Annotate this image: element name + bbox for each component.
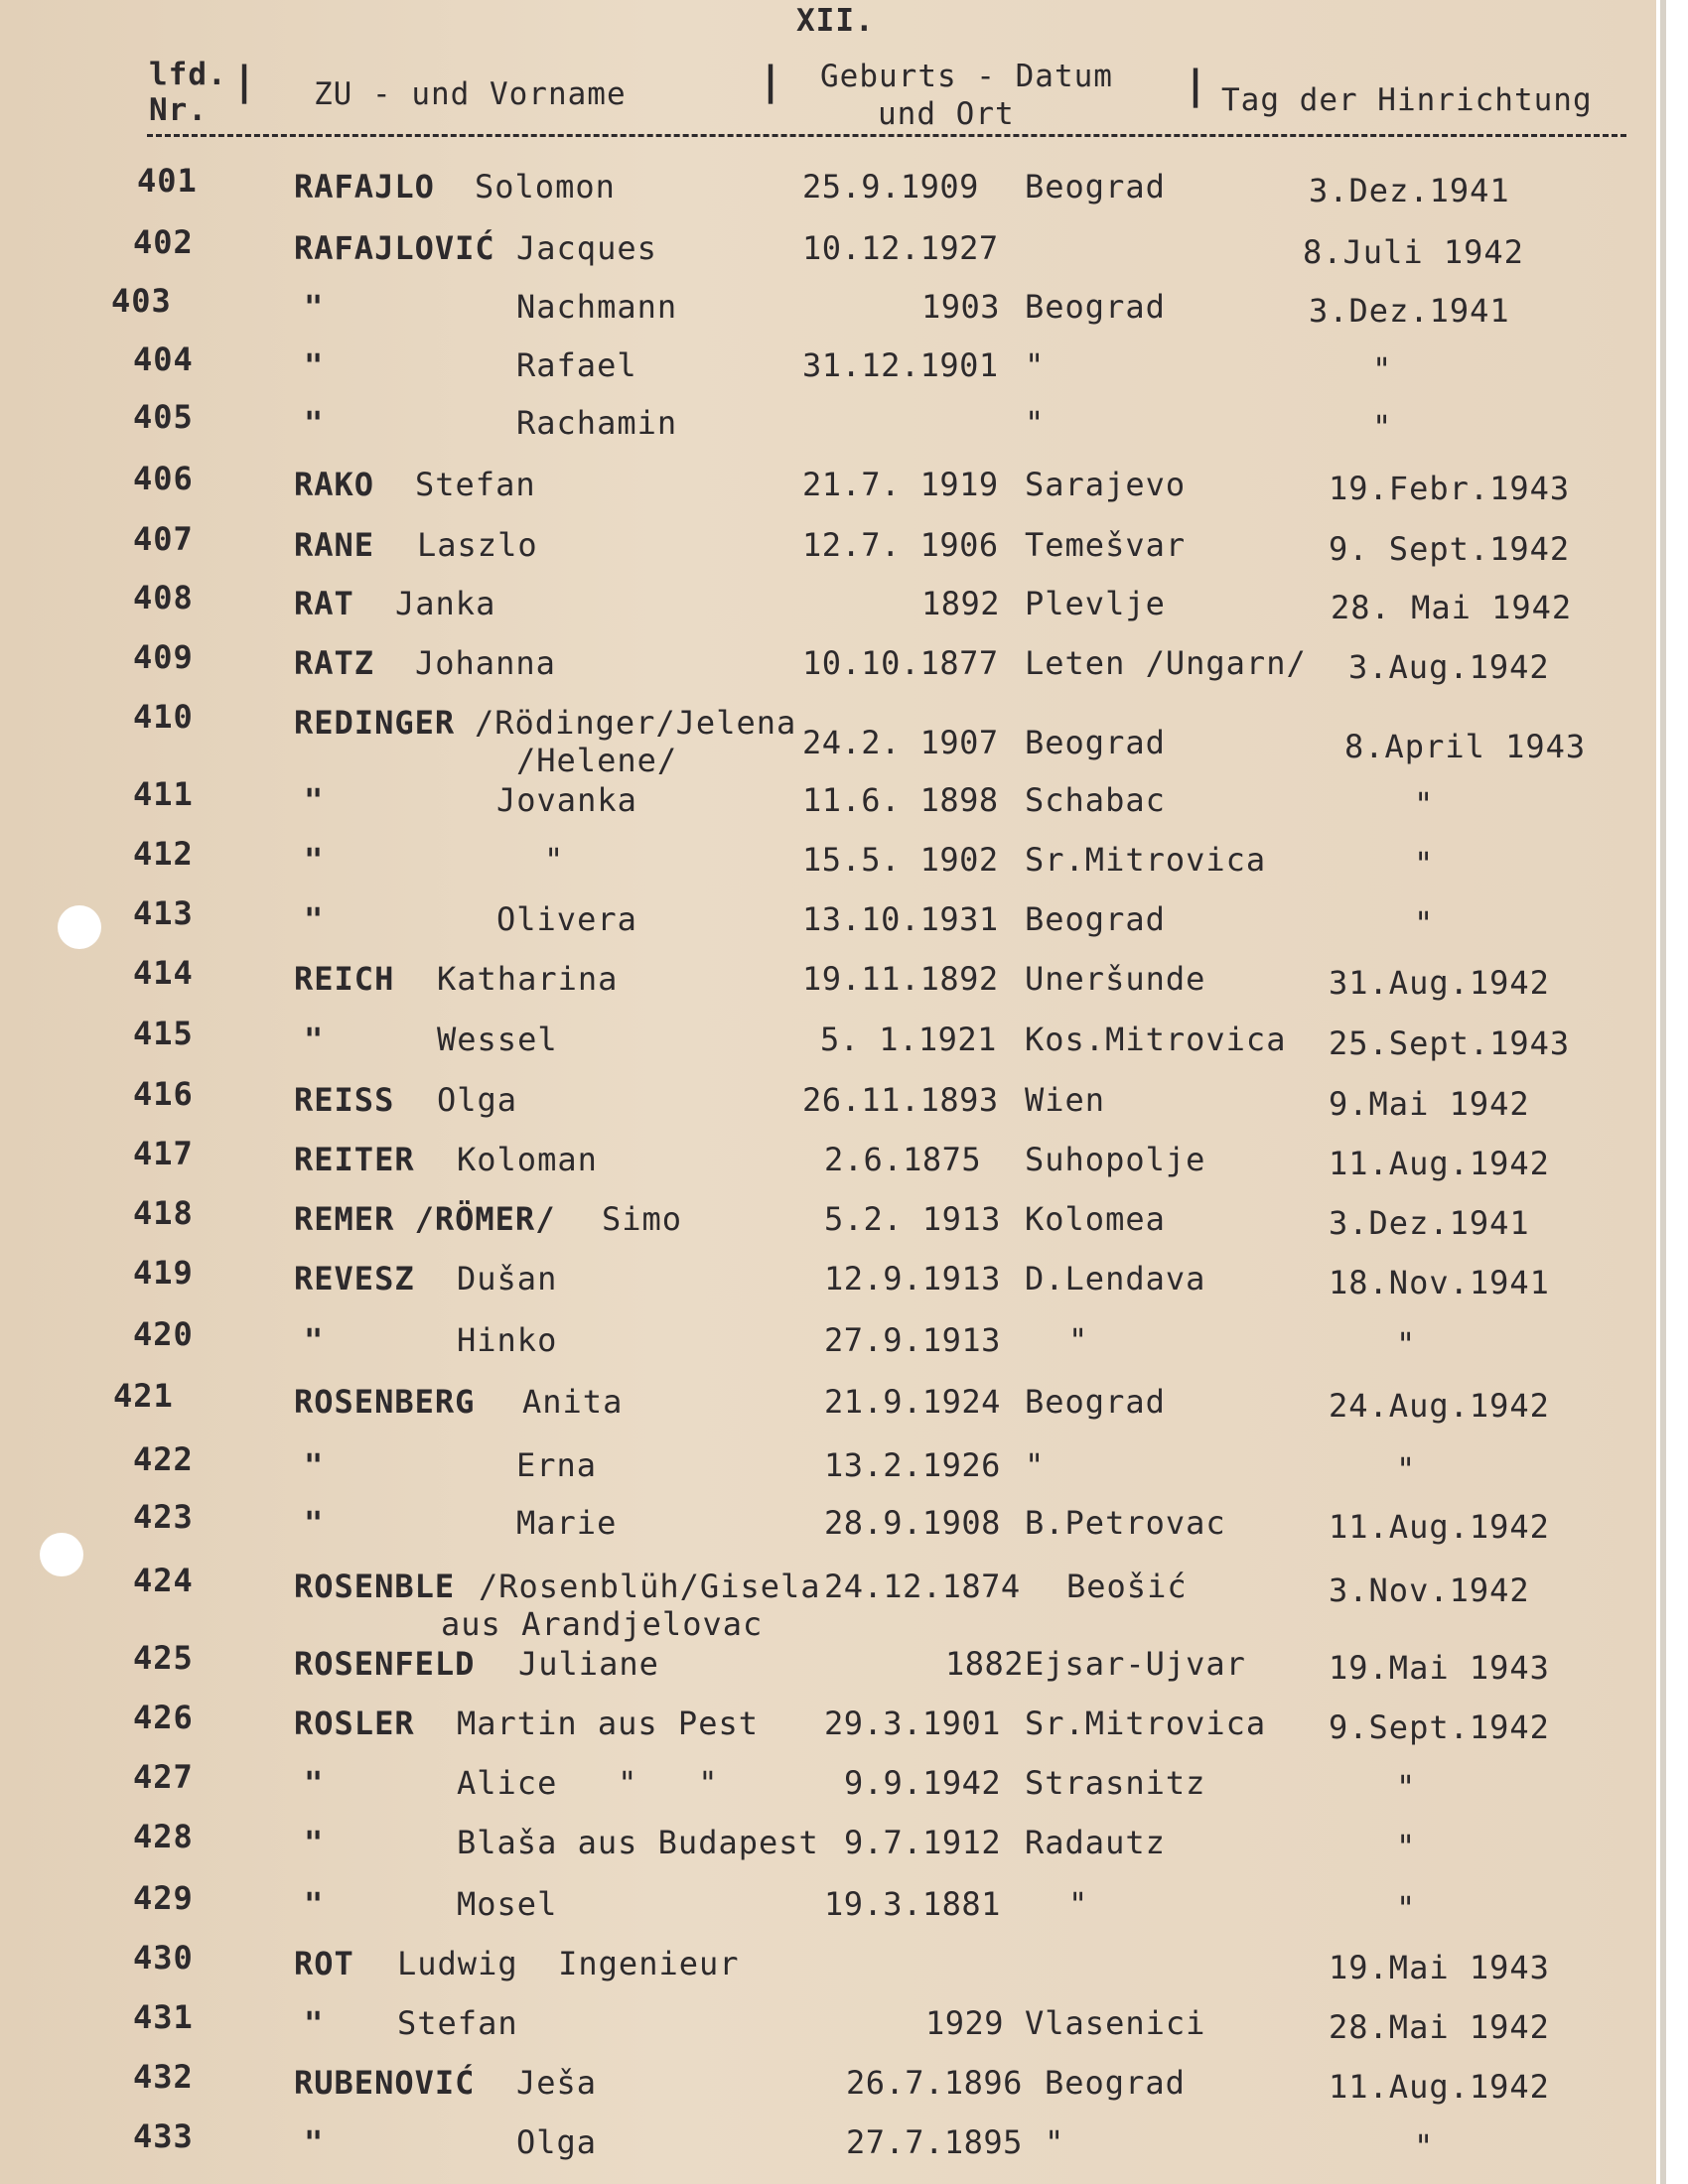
row-execution-date: 3.Dez.1941 <box>1309 292 1510 330</box>
row-birth-place: Kos.Mitrovica <box>1025 1021 1287 1058</box>
row-birth-place: Beograd <box>1045 2064 1186 2102</box>
row-birth-date: 10.10.1877 <box>802 644 999 682</box>
row-first-name: " <box>544 841 565 879</box>
row-first-name: Rachamin <box>516 404 678 442</box>
row-first-name: Alice " " <box>457 1764 719 1802</box>
row-birth-date: 31.12.1901 <box>802 346 999 384</box>
row-number: 424 <box>133 1562 194 1599</box>
row-number: 415 <box>133 1015 194 1052</box>
row-number: 405 <box>133 398 194 436</box>
row-execution-date: " <box>1396 1450 1417 1488</box>
row-number: 426 <box>133 1699 194 1736</box>
row-execution-date: 11.Aug.1942 <box>1329 1145 1550 1182</box>
row-surname: RATZ <box>294 644 375 682</box>
row-surname: RAKO <box>294 466 375 503</box>
row-birth-date: 21.9.1924 <box>824 1383 1001 1421</box>
row-first-name: Marie <box>516 1504 618 1542</box>
row-surname: RAFAJLO <box>294 168 435 205</box>
row-first-name: Juliane <box>518 1645 659 1683</box>
row-birth-place: Suhopolje <box>1025 1141 1206 1178</box>
row-birth-place: Temešvar <box>1025 526 1187 564</box>
row-number: 411 <box>133 775 194 813</box>
row-number: 412 <box>133 835 194 873</box>
row-execution-date: " <box>1372 350 1393 388</box>
row-number: 403 <box>111 282 172 320</box>
row-execution-date: 8.Juli 1942 <box>1303 233 1524 271</box>
row-number: 422 <box>133 1440 194 1478</box>
row-birth-date: 19.11.1892 <box>802 960 999 998</box>
row-execution-date: " <box>1396 1768 1417 1806</box>
header-rule <box>147 134 1626 137</box>
row-surname: RAT <box>294 585 354 622</box>
row-surname: " <box>304 841 325 879</box>
row-execution-date: " <box>1414 2127 1435 2165</box>
row-number: 404 <box>133 341 194 378</box>
row-execution-date: 9.Sept.1942 <box>1329 1708 1550 1746</box>
row-birth-date: 9.7.1912 <box>844 1824 1002 1861</box>
row-surname: REICH <box>294 960 395 998</box>
row-birth-date: 1903 <box>921 288 1001 326</box>
row-surname: " <box>304 781 325 819</box>
row-number: 420 <box>133 1315 194 1353</box>
row-birth-place: Plevlje <box>1025 585 1166 622</box>
row-birth-date: 27.9.1913 <box>824 1321 1001 1359</box>
row-surname: RAFAJLOVIĆ <box>294 229 495 267</box>
row-birth-date: 1892 <box>921 585 1001 622</box>
row-first-name: Olga <box>437 1081 518 1119</box>
row-execution-date: 25.Sept.1943 <box>1329 1024 1571 1062</box>
row-execution-date: 3.Nov.1942 <box>1329 1571 1530 1609</box>
row-birth-place: Radautz <box>1025 1824 1166 1861</box>
row-number: 430 <box>133 1939 194 1977</box>
row-birth-place: " <box>1045 2123 1065 2161</box>
row-surname: " <box>304 900 325 938</box>
row-birth-date: 13.10.1931 <box>802 900 999 938</box>
row-birth-place: Ejsar-Ujvar <box>1025 1645 1246 1683</box>
row-first-name: Janka <box>395 585 496 622</box>
row-birth-place: Beograd <box>1025 1383 1166 1421</box>
row-first-name: Stefan <box>415 466 536 503</box>
row-birth-date: 27.7.1895 <box>846 2123 1023 2161</box>
row-birth-date: 11.6. 1898 <box>802 781 999 819</box>
row-birth-date: 1929 <box>925 2004 1005 2042</box>
row-number: 407 <box>133 520 194 558</box>
row-first-name: Laszlo <box>417 526 538 564</box>
row-surname: REMER /RÖMER/ <box>294 1200 556 1238</box>
row-execution-date: " <box>1414 785 1435 823</box>
row-number: 418 <box>133 1194 194 1232</box>
row-birth-date: 19.3.1881 <box>824 1885 1001 1923</box>
row-execution-date: 19.Febr.1943 <box>1329 470 1571 507</box>
row-execution-date: 9.Mai 1942 <box>1329 1085 1530 1123</box>
row-birth-date: 2.6.1875 <box>824 1141 982 1178</box>
row-birth-date: 26.11.1893 <box>802 1081 999 1119</box>
row-first-name: /Rosenblüh/Gisela <box>479 1568 821 1605</box>
row-surname: " <box>304 1824 325 1861</box>
row-execution-date: " <box>1396 1325 1417 1363</box>
row-execution-date: 3.Aug.1942 <box>1348 648 1550 686</box>
row-first-name: Solomon <box>475 168 616 205</box>
row-number: 416 <box>133 1075 194 1113</box>
row-birth-date: 21.7. 1919 <box>802 466 999 503</box>
row-first-name: Anita <box>522 1383 624 1421</box>
row-execution-date: " <box>1372 408 1393 446</box>
row-birth-place: B.Petrovac <box>1025 1504 1226 1542</box>
row-number: 429 <box>133 1879 194 1917</box>
row-birth-date: 29.3.1901 <box>824 1705 1001 1742</box>
row-first-name: Koloman <box>457 1141 598 1178</box>
row-number: 419 <box>133 1254 194 1292</box>
punch-hole <box>40 1533 83 1576</box>
row-execution-date: 31.Aug.1942 <box>1329 964 1550 1002</box>
header-separator: | <box>232 59 257 104</box>
row-number: 402 <box>133 223 194 261</box>
header-birth-line1: Geburts - Datum <box>820 59 1113 94</box>
scan-edge <box>1656 0 1688 2184</box>
row-birth-date: 15.5. 1902 <box>802 841 999 879</box>
row-first-name: Hinko <box>457 1321 558 1359</box>
row-birth-date: 9.9.1942 <box>844 1764 1002 1802</box>
row-birth-place: " <box>1025 346 1046 384</box>
row-birth-place: Beošić <box>1066 1568 1188 1605</box>
row-surname: " <box>304 1885 325 1923</box>
page-number: XII. <box>796 3 875 39</box>
row-first-name: Ludwig Ingenieur <box>397 1945 740 1982</box>
row-first-name: Johanna <box>415 644 556 682</box>
row-execution-date: 28. Mai 1942 <box>1331 589 1573 626</box>
row-surname: " <box>304 1021 325 1058</box>
row-surname: " <box>304 1764 325 1802</box>
row-number: 408 <box>133 579 194 616</box>
row-number: 410 <box>133 698 194 736</box>
row-execution-date: 18.Nov.1941 <box>1329 1264 1550 1301</box>
row-birth-date: 10.12.1927 <box>802 229 999 267</box>
row-first-name: Jovanka <box>496 781 637 819</box>
header-separator: | <box>1184 63 1208 108</box>
row-execution-date: 19.Mai 1943 <box>1329 1649 1550 1687</box>
row-number: 425 <box>133 1639 194 1677</box>
row-birth-place: Vlasenici <box>1025 2004 1206 2042</box>
row-birth-date: 5.2. 1913 <box>824 1200 1001 1238</box>
row-birth-date: 12.7. 1906 <box>802 526 999 564</box>
row-execution-date: 3.Dez.1941 <box>1329 1204 1530 1242</box>
row-birth-place: Sr.Mitrovica <box>1025 841 1267 879</box>
row-first-name: Jacques <box>516 229 657 267</box>
row-first-name: Simo <box>602 1200 683 1238</box>
row-number: 427 <box>133 1758 194 1796</box>
row-execution-date: 19.Mai 1943 <box>1329 1949 1550 1986</box>
row-execution-date: " <box>1396 1889 1417 1927</box>
row-execution-date: 9. Sept.1942 <box>1329 530 1571 568</box>
row-birth-place: Wien <box>1025 1081 1106 1119</box>
row-execution-date: " <box>1396 1828 1417 1865</box>
row-first-name: Erna <box>516 1446 598 1484</box>
row-birth-place: Schabac <box>1025 781 1166 819</box>
header-nr-line1: lfd. <box>149 57 227 92</box>
row-first-name: Martin aus Pest <box>457 1705 759 1742</box>
row-surname: " <box>304 1321 325 1359</box>
row-surname: ROSLER <box>294 1705 415 1742</box>
row-surname: ROSENFELD <box>294 1645 476 1683</box>
row-surname: REDINGER <box>294 704 456 742</box>
row-execution-date: 8.April 1943 <box>1344 728 1587 765</box>
row-surname: ROT <box>294 1945 354 1982</box>
row-birth-date: 26.7.1896 <box>846 2064 1023 2102</box>
row-birth-place: " <box>1068 1321 1089 1359</box>
row-first-name: Nachmann <box>516 288 678 326</box>
row-execution-date: 11.Aug.1942 <box>1329 1508 1550 1546</box>
header-execution: Tag der Hinrichtung <box>1221 82 1593 118</box>
row-first-name: Wessel <box>437 1021 558 1058</box>
row-first-name: Olivera <box>496 900 637 938</box>
row-birth-place: Beograd <box>1025 724 1166 761</box>
row-first-name: Olga <box>516 2123 598 2161</box>
row-surname: RANE <box>294 526 375 564</box>
row-first-name: Mosel <box>457 1885 558 1923</box>
row-birth-place: D.Lendava <box>1025 1260 1206 1297</box>
row-birth-place: " <box>1025 1446 1046 1484</box>
punch-hole <box>58 905 101 949</box>
row-number: 421 <box>113 1377 174 1415</box>
row-number: 406 <box>133 460 194 497</box>
row-number: 414 <box>133 954 194 992</box>
row-number: 423 <box>133 1498 194 1536</box>
row-number: 431 <box>133 1998 194 2036</box>
row-number: 428 <box>133 1818 194 1855</box>
row-surname: " <box>304 1504 325 1542</box>
row-number: 417 <box>133 1135 194 1172</box>
row-birth-place: Beograd <box>1025 900 1166 938</box>
header-nr-line2: Nr. <box>149 92 208 128</box>
row-first-name: Dušan <box>457 1260 558 1297</box>
row-first-name-continued: /Helene/ <box>516 742 678 779</box>
row-birth-place: " <box>1025 404 1046 442</box>
row-execution-date: " <box>1414 904 1435 942</box>
row-execution-date: " <box>1414 845 1435 883</box>
row-birth-date: 1882 <box>945 1645 1025 1683</box>
row-surname: REVESZ <box>294 1260 415 1297</box>
header-name: ZU - und Vorname <box>314 76 627 112</box>
header-birth-line2: und Ort <box>878 96 1015 132</box>
row-birth-place: Leten /Ungarn/ <box>1025 644 1307 682</box>
row-surname: " <box>304 1446 325 1484</box>
row-number: 401 <box>137 162 198 200</box>
row-birth-date: 13.2.1926 <box>824 1446 1001 1484</box>
row-surname: REITER <box>294 1141 415 1178</box>
row-birth-place: Beograd <box>1025 288 1166 326</box>
row-number: 432 <box>133 2058 194 2096</box>
row-first-name: Katharina <box>437 960 619 998</box>
row-number: 409 <box>133 638 194 676</box>
row-birth-date: 5. 1.1921 <box>820 1021 997 1058</box>
row-birth-place: " <box>1068 1885 1089 1923</box>
row-surname: " <box>304 288 325 326</box>
row-execution-date: 11.Aug.1942 <box>1329 2068 1550 2106</box>
row-birth-place: Sr.Mitrovica <box>1025 1705 1267 1742</box>
row-execution-date: 24.Aug.1942 <box>1329 1387 1550 1425</box>
row-birth-date: 28.9.1908 <box>824 1504 1001 1542</box>
row-first-name: /Rödinger/Jelena <box>475 704 797 742</box>
row-surname: RUBENOVIĆ <box>294 2064 476 2102</box>
header-separator: | <box>759 59 783 104</box>
row-first-name: Stefan <box>397 2004 518 2042</box>
row-birth-place: Kolomea <box>1025 1200 1166 1238</box>
row-birth-place: Beograd <box>1025 168 1166 205</box>
row-surname: REISS <box>294 1081 395 1119</box>
row-surname: ROSENBLE <box>294 1568 456 1605</box>
row-first-name: Ješa <box>516 2064 598 2102</box>
row-first-name-continued: aus Arandjelovac <box>441 1605 764 1643</box>
row-execution-date: 3.Dez.1941 <box>1309 172 1510 209</box>
row-birth-date: 12.9.1913 <box>824 1260 1001 1297</box>
row-surname: " <box>304 404 325 442</box>
row-surname: " <box>304 346 325 384</box>
row-birth-date: 24.12.1874 <box>824 1568 1021 1605</box>
row-birth-date: 24.2. 1907 <box>802 724 999 761</box>
row-surname: ROSENBERG <box>294 1383 476 1421</box>
row-first-name: Rafael <box>516 346 637 384</box>
row-birth-place: Uneršunde <box>1025 960 1206 998</box>
row-surname: " <box>304 2123 325 2161</box>
row-surname: " <box>304 2004 325 2042</box>
row-birth-place: Sarajevo <box>1025 466 1187 503</box>
row-birth-date: 25.9.1909 <box>802 168 979 205</box>
row-first-name: Blaša aus Budapest <box>457 1824 819 1861</box>
row-number: 433 <box>133 2117 194 2155</box>
row-execution-date: 28.Mai 1942 <box>1329 2008 1550 2046</box>
row-number: 413 <box>133 894 194 932</box>
row-birth-place: Strasnitz <box>1025 1764 1206 1802</box>
